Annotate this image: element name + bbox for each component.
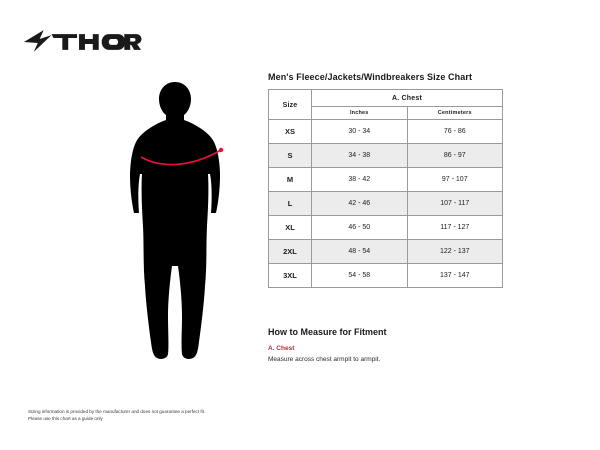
footer-line-2: Please use this chart as a guide only [28,416,103,422]
table-row [269,144,503,168]
table-row [269,168,503,192]
cell-size: 3XL [269,264,312,288]
footer-line-1: Sizing information is provided by the manufacturer and does not guarantee a perfect fit. [28,409,206,414]
table-row [269,120,503,144]
howto-item-text: Measure across chest armpit to armpit. [268,356,381,363]
howto-title: How to Measure for Fitment [268,327,387,337]
cell-inches: 48 - 54 [312,240,408,264]
thor-bolt-icon [22,28,142,54]
table-row [269,240,503,264]
cell-size: M [269,168,312,192]
cell-centimeters: 117 - 127 [407,216,503,240]
thor-logo [22,28,142,54]
cell-inches: 54 - 58 [312,264,408,288]
howto-item-label: A. Chest [268,345,295,352]
body-silhouette-figure [105,80,245,380]
size-chart-table [268,89,503,288]
cell-size: 2XL [269,240,312,264]
cell-size: S [269,144,312,168]
cell-size: XL [269,216,312,240]
cell-size: XS [269,120,312,144]
table-header-group-row [269,90,503,107]
header-inches: Inches [312,107,408,120]
cell-inches: 38 - 42 [312,168,408,192]
footer-disclaimer [28,408,258,422]
cell-centimeters: 122 - 137 [407,240,503,264]
cell-inches: 42 - 46 [312,192,408,216]
cell-centimeters: 97 - 107 [407,168,503,192]
header-centimeters: Centimeters [407,107,503,120]
chart-title: Men's Fleece/Jackets/Windbreakers Size Chart [268,72,473,82]
table-row [269,216,503,240]
table-row [269,192,503,216]
cell-centimeters: 86 - 97 [407,144,503,168]
cell-inches: 46 - 50 [312,216,408,240]
cell-centimeters: 137 - 147 [407,264,503,288]
cell-inches: 30 - 34 [312,120,408,144]
male-body-silhouette-icon [105,80,245,380]
cell-size: L [269,192,312,216]
table-row [269,264,503,288]
cell-centimeters: 107 - 117 [407,192,503,216]
measure-label-a: A. [206,143,213,150]
header-chest-group: A. Chest [312,90,503,107]
cell-inches: 34 - 38 [312,144,408,168]
header-size: Size [269,90,312,120]
cell-centimeters: 76 - 86 [407,120,503,144]
